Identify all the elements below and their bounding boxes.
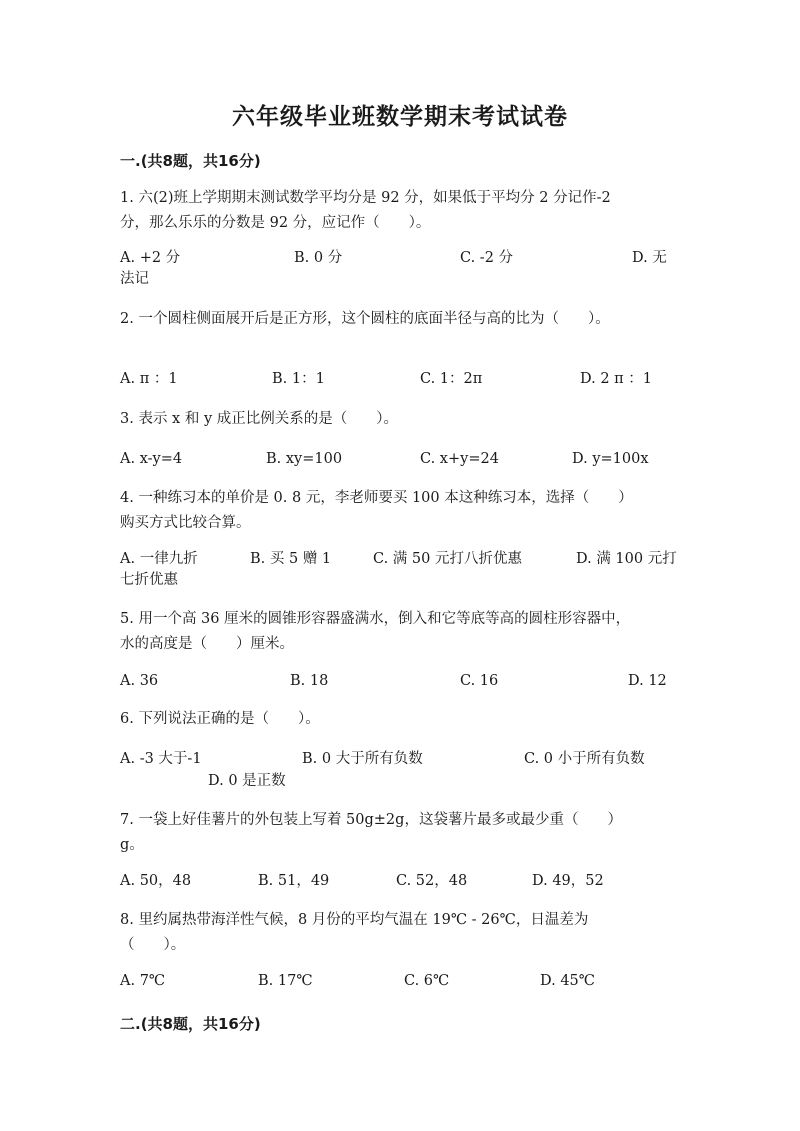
q5-option-d: D. 12 (628, 673, 667, 689)
question-4-line-2: 购买方式比较合算。 (120, 515, 251, 531)
q1-option-d: D. 无 (632, 250, 667, 266)
question-1-line-1: 1. 六(2)班上学期期末测试数学平均分是 92 分，如果低于平均分 2 分记作-2 (120, 190, 611, 206)
question-4-line-1: 4. 一种练习本的单价是 0. 8 元，李老师要买 100 本这种练习本，选择（ ） (120, 490, 633, 506)
q1-option-b: B. 0 分 (294, 250, 343, 266)
page-title: 六年级毕业班数学期末考试试卷 (232, 104, 568, 130)
q3-option-c: C. x+y=24 (420, 451, 499, 467)
q4-option-a: A. 一律九折 (120, 551, 198, 567)
question-2 (120, 307, 680, 332)
q2-option-b: B. 1：1 (272, 371, 325, 387)
q7-option-d: D. 49，52 (532, 873, 604, 889)
q6-option-b: B. 0 大于所有负数 (302, 751, 423, 767)
q5-option-a: A. 36 (120, 673, 159, 689)
q1-option-d-cont: 法记 (120, 271, 149, 287)
question-5-line-1: 5. 用一个高 36 厘米的圆锥形容器盛满水，倒入和它等底等高的圆柱形容器中， (120, 611, 631, 627)
q6-option-c: C. 0 小于所有负数 (524, 751, 645, 767)
q7-option-c: C. 52，48 (396, 873, 468, 889)
q4-option-b: B. 买 5 赠 1 (250, 551, 332, 567)
q2-option-d: D. 2 π ：1 (580, 371, 653, 387)
q6-option-d: D. 0 是正数 (208, 773, 286, 789)
section-heading-2: 二.(共8题，共16分) (120, 1015, 261, 1033)
question-8-line-1: 8. 里约属热带海洋性气候，8 月份的平均气温在 19℃ - 26℃，日温差为 (120, 912, 589, 928)
q8-option-a: A. 7℃ (120, 973, 166, 989)
question-6-line-1: 6. 下列说法正确的是（ ）。 (120, 711, 320, 727)
q2-option-c: C. 1：2π (420, 371, 483, 387)
q8-option-b: B. 17℃ (258, 973, 313, 989)
q8-option-d: D. 45℃ (540, 973, 595, 989)
q7-option-a: A. 50，48 (120, 873, 192, 889)
question-8-line-2: （ ）。 (120, 937, 186, 953)
q6-option-a: A. -3 大于-1 (120, 751, 202, 767)
q4-option-d: D. 满 100 元打 (576, 551, 677, 567)
question-5-line-2: 水的高度是（ ）厘米。 (120, 636, 294, 652)
question-2-line-1: 2. 一个圆柱侧面展开后是正方形，这个圆柱的底面半径与高的比为（ ）。 (120, 311, 610, 327)
question-3-line-1: 3. 表示 x 和 y 成正比例关系的是（ ）。 (120, 411, 398, 427)
question-5 (120, 607, 680, 657)
question-1-line-2: 分，那么乐乐的分数是 92 分，应记作（ ）。 (120, 215, 431, 231)
q1-option-a: A. +2 分 (120, 250, 181, 266)
question-7-line-1: 7. 一袋上好佳薯片的外包装上写着 50g±2g，这袋薯片最多或最少重（ ） (120, 812, 622, 828)
question-4 (120, 486, 680, 536)
question-6 (120, 707, 680, 732)
q3-option-b: B. xy=100 (266, 451, 343, 467)
q4-option-d-cont: 七折优惠 (120, 572, 178, 588)
q5-option-b: B. 18 (290, 673, 329, 689)
question-8 (120, 908, 680, 958)
q5-option-c: C. 16 (460, 673, 499, 689)
q8-option-c: C. 6℃ (404, 973, 450, 989)
q3-option-a: A. x-y=4 (120, 451, 183, 467)
q3-option-d: D. y=100x (572, 451, 649, 467)
question-7 (120, 808, 680, 858)
q4-option-c: C. 满 50 元打八折优惠 (373, 551, 522, 567)
question-1 (120, 186, 680, 236)
q7-option-b: B. 51，49 (258, 873, 330, 889)
question-3 (120, 407, 680, 432)
section-heading-1: 一.(共8题，共16分) (120, 152, 261, 170)
q1-option-c: C. -2 分 (460, 250, 514, 266)
q2-option-a: A. π ：1 (120, 371, 178, 387)
question-7-line-2: g。 (120, 837, 144, 853)
